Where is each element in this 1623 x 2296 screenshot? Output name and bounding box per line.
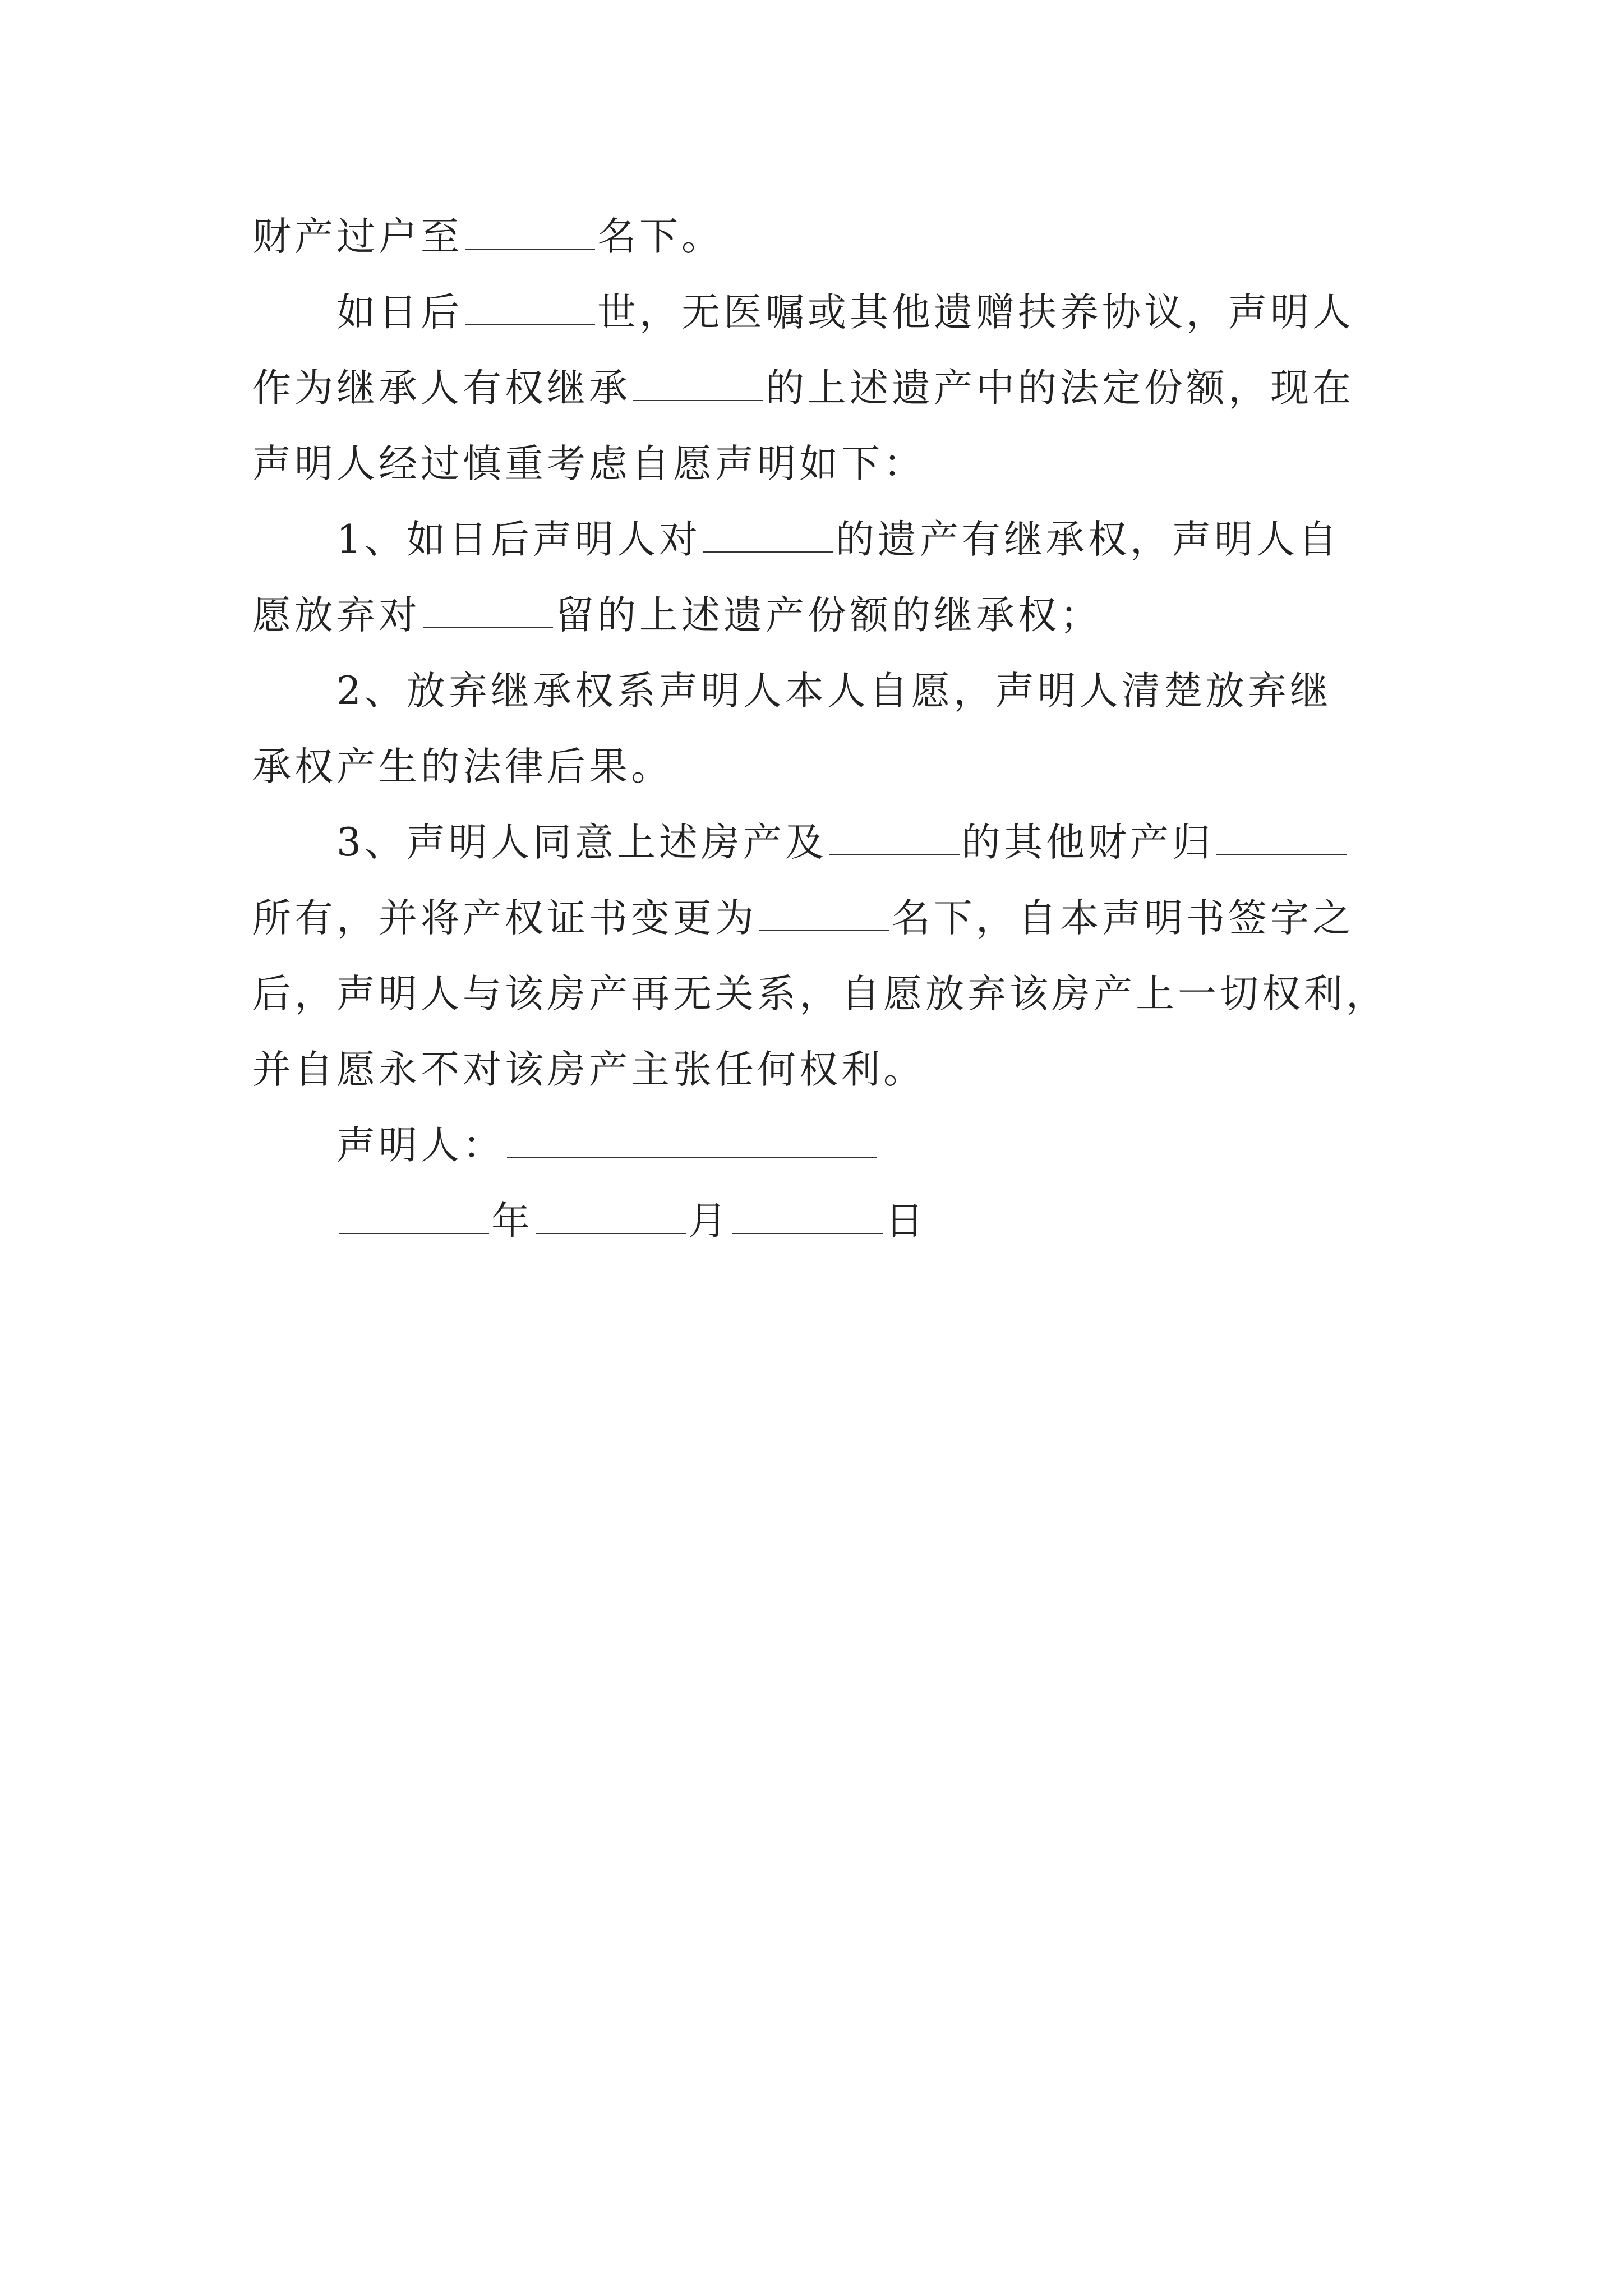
paragraph-line [252, 805, 1388, 881]
paragraph-line [252, 578, 1388, 654]
text-segment: 名下，自本声明书签字之 [892, 896, 1354, 941]
text-segment: 2、放弃继承权系声明人本人自愿，声明人清楚放弃继 [336, 669, 1332, 714]
fill-in-blank[interactable] [423, 593, 553, 628]
text-segment: 1、如日后声明人对 [336, 517, 701, 562]
text-segment: 声明人经过慎重考虑自愿声明如下： [252, 441, 925, 486]
paragraph-line [252, 881, 1388, 956]
text-segment: 所有，并将产权证书变更为 [252, 896, 757, 941]
fill-in-blank[interactable] [759, 896, 889, 931]
fill-in-blank[interactable] [703, 518, 833, 553]
text-segment: 如日后 [336, 290, 463, 335]
paragraph-line [252, 729, 1388, 805]
text-segment: 后，声明人与该房产再无关系，自愿放弃该房产上一切权利， [252, 972, 1388, 1016]
text-segment: 的其他财产归 [961, 820, 1214, 865]
paragraph-line [252, 426, 1388, 502]
month-blank[interactable] [536, 1199, 686, 1234]
signature-label: 声明人： [336, 1123, 505, 1168]
fill-in-blank[interactable] [465, 291, 595, 325]
year-label: 年 [491, 1199, 533, 1244]
text-segment: 并自愿永不对该房产主张任何权利。 [252, 1047, 925, 1092]
paragraph-line [252, 351, 1388, 426]
fill-in-blank[interactable] [633, 366, 763, 401]
day-label: 日 [885, 1199, 927, 1244]
text-segment: 财产过户至 [252, 214, 463, 259]
text-segment: 留的上述遗产份额的继承权； [555, 593, 1102, 638]
year-blank[interactable] [339, 1199, 489, 1234]
date-line [252, 1184, 1388, 1259]
text-segment: 的遗产有继承权，声明人自 [835, 517, 1340, 562]
paragraph-line [252, 199, 1388, 275]
text-segment: 承权产生的法律后果。 [252, 744, 673, 789]
paragraph-line [252, 1032, 1388, 1108]
signature-line [252, 1108, 1388, 1184]
text-segment: 愿放弃对 [252, 593, 421, 638]
paragraph-line [252, 502, 1388, 578]
signature-blank[interactable] [507, 1124, 877, 1158]
fill-in-blank[interactable] [1216, 821, 1347, 855]
paragraph-line [252, 275, 1388, 351]
text-segment: 名下。 [597, 214, 723, 259]
fill-in-blank[interactable] [829, 821, 960, 855]
text-segment: 作为继承人有权继承 [252, 366, 631, 411]
paragraph-line [252, 956, 1388, 1032]
fill-in-blank[interactable] [465, 215, 595, 250]
month-label: 月 [688, 1199, 730, 1244]
day-blank[interactable] [732, 1199, 883, 1234]
text-segment: 3、声明人同意上述房产及 [336, 820, 827, 865]
text-segment: 的上述遗产中的法定份额，现在 [766, 366, 1354, 411]
statement-body [252, 199, 1388, 1259]
paragraph-line [252, 654, 1388, 729]
text-segment: 世，无医嘱或其他遗赠扶养协议，声明人 [597, 290, 1354, 335]
